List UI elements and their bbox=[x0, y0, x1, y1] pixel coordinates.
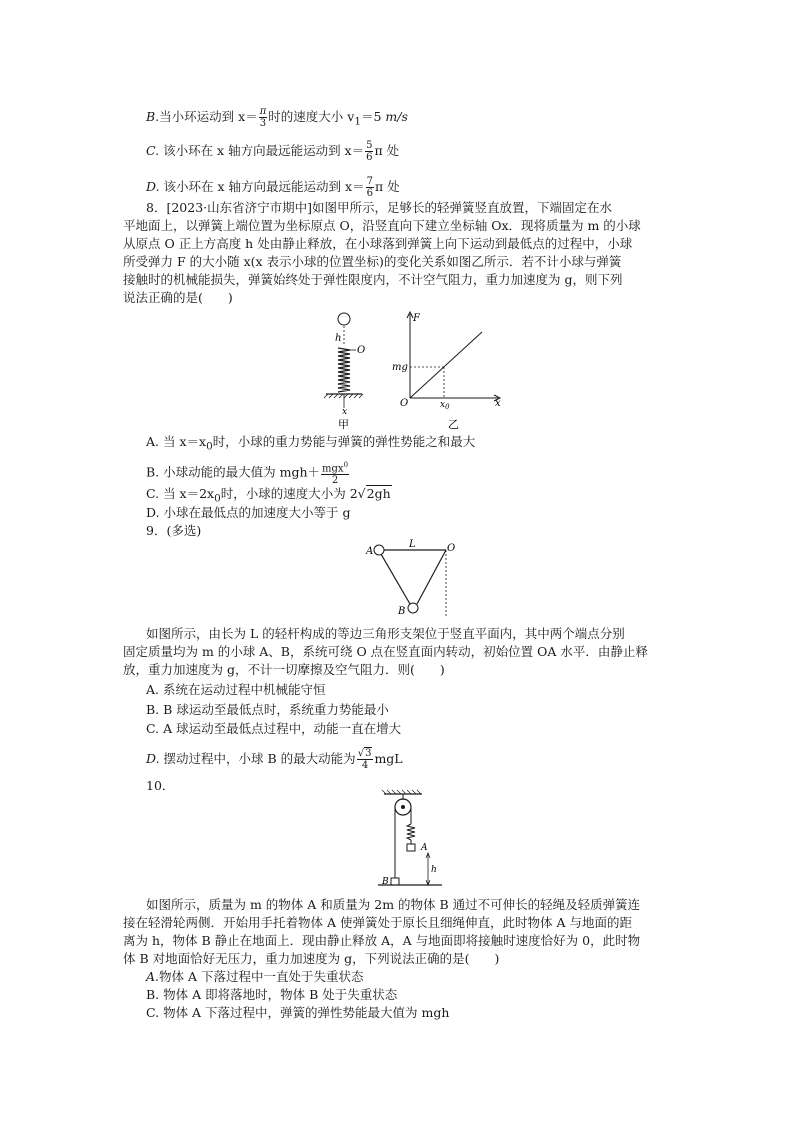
rod-ab bbox=[381, 554, 410, 604]
label-x-axis: x bbox=[495, 398, 501, 409]
q9-option-c: C. A 球运动至最低点过程中，动能一直在增大 bbox=[146, 721, 402, 736]
q10-option-a: A.物体 A 下落过程中一直处于失重状态 bbox=[146, 969, 364, 984]
spring bbox=[338, 348, 350, 392]
label-x: x bbox=[342, 407, 348, 417]
option-b: B.当小环运动到 x＝ $\frac{\pi}{3}$ 时的速度大小 $v_1=5$ m/s bbox=[146, 106, 408, 129]
q8-option-c: C. 当 $x=2x_0$时，小球的速度大小为 2√2gh bbox=[146, 486, 391, 505]
figure-graph bbox=[392, 308, 507, 433]
figure-spring bbox=[320, 310, 380, 430]
q9-option-b: B. B 球运动至最低点时，系统重力势能最小 bbox=[146, 702, 389, 717]
caption-yi: 乙 bbox=[448, 418, 459, 431]
fraction: $\frac{\pi}{3}$ bbox=[259, 106, 267, 129]
q8-line: 8．[2023·山东省济宁市期中]如图甲所示，足够长的轻弹簧竖直放置，下端固定在水 bbox=[146, 200, 612, 215]
option-d: D. 该小环在 x 轴方向最远能运动到 x＝ $\frac{7}{6}$ π 处 bbox=[146, 176, 400, 199]
block-b bbox=[391, 878, 399, 885]
q9-option-d: D. 摆动过程中，小球 B 的最大动能为 $\frac{√3}{4}$ mgL bbox=[146, 748, 403, 771]
label-a: A bbox=[421, 843, 428, 853]
q10-line: 如图所示，质量为 m 的物体 A 和质量为 2m 的物体 B 通过不可伸长的轻绳及轻质弹簧连 bbox=[146, 897, 641, 912]
f-line bbox=[410, 332, 482, 398]
ball-a bbox=[374, 545, 384, 555]
label-mg: mg bbox=[392, 362, 408, 373]
label-origin: O bbox=[400, 398, 409, 409]
q9-line: 放，重力加速度为 g，不计一切摩擦及空气阻力．则( ) bbox=[123, 662, 445, 677]
label-h: h bbox=[431, 865, 437, 875]
block-a bbox=[407, 844, 415, 851]
label-x0: $x_0$ bbox=[440, 400, 450, 411]
q8-line: 从原点 O 正上方高度 h 处由静止释放，在小球落到弹簧上向下运动到最低点的过程中，小球 bbox=[123, 236, 633, 251]
fraction: $\frac{7}{6}$ bbox=[366, 176, 373, 199]
label-b: B bbox=[382, 877, 389, 887]
q10-line: 体 B 对地面恰好无压力，重力加速度为 g，下列说法正确的是( ) bbox=[123, 951, 500, 966]
option-c: C. 该小环在 x 轴方向最远能运动到 x＝ $\frac{5}{6}$ π 处 bbox=[146, 140, 400, 163]
q8-line: 所受弹力 F 的大小随 x(x 表示小球的位置坐标)的变化关系如图乙所示．若不计小球与弹簧 bbox=[123, 254, 622, 269]
label-o: O bbox=[357, 345, 366, 356]
label-h: h bbox=[335, 333, 342, 344]
q10-option-b: B. 物体 A 即将落地时，物体 B 处于失重状态 bbox=[146, 987, 398, 1002]
ball-b bbox=[408, 603, 418, 613]
label-b: B bbox=[398, 606, 406, 617]
label-o: O bbox=[447, 543, 456, 554]
fraction: $\frac{mgx^0}{2}$ bbox=[322, 461, 349, 487]
figure-triangle bbox=[362, 540, 472, 620]
q10-option-c: C. 物体 A 下落过程中，弹簧的弹性势能最大值为 mgh bbox=[146, 1005, 450, 1020]
label-f: F bbox=[413, 313, 420, 324]
q10-line: 离为 h，物体 B 静止在地面上．现由静止释放 A，A 与地面即将接触时速度恰好为 0，此时物 bbox=[123, 933, 641, 948]
q8-option-a: A. 当 $x=x_0$时，小球的重力势能与弹簧的弹性势能之和最大 bbox=[146, 434, 476, 453]
q8-line: 接触时的机械能损失，弹簧始终处于弹性限度内，不计空气阻力，重力加速度为 g，则下列 bbox=[123, 272, 623, 287]
q8-option-b: B. 小球动能的最大值为 mgh＋ $\frac{mgx^0}{2}$ bbox=[146, 461, 349, 487]
q10-line: 接在轻滑轮两侧．开始用手托着物体 A 使弹簧处于原长且细绳伸直，此时物体 A 与地面的距 bbox=[123, 915, 632, 930]
caption-jia: 甲 bbox=[338, 418, 349, 431]
fraction: $\frac{√3}{4}$ bbox=[357, 748, 372, 771]
q9-line: 如图所示，由长为 L 的轻杆构成的等边三角形支架位于竖直平面内，其中两个端点分别 bbox=[146, 626, 625, 641]
spring bbox=[407, 824, 415, 840]
figure-pulley bbox=[376, 792, 446, 890]
label-l: L bbox=[409, 539, 416, 550]
q8-line: 平地面上，以弹簧上端位置为坐标原点 O，沿竖直向下建立坐标轴 Ox．现将质量为 m 的小球 bbox=[123, 218, 641, 233]
label-a: A bbox=[366, 546, 374, 557]
q9-head: 9．(多选) bbox=[146, 523, 202, 538]
fraction: $\frac{5}{6}$ bbox=[366, 140, 373, 163]
q9-option-a: A. 系统在运动过程中机械能守恒 bbox=[146, 682, 326, 697]
q8-option-d: D. 小球在最低点的加速度大小等于 g bbox=[146, 505, 351, 520]
rod-ob bbox=[417, 550, 446, 604]
ball bbox=[338, 313, 350, 325]
q8-line: 说法正确的是( ) bbox=[123, 290, 233, 305]
q10-head: 10． bbox=[146, 778, 175, 793]
q9-line: 固定质量均为 m 的小球 A、B，系统可绕 O 点在竖直面内转动，初始位置 OA 水平．由静止释 bbox=[123, 644, 648, 659]
